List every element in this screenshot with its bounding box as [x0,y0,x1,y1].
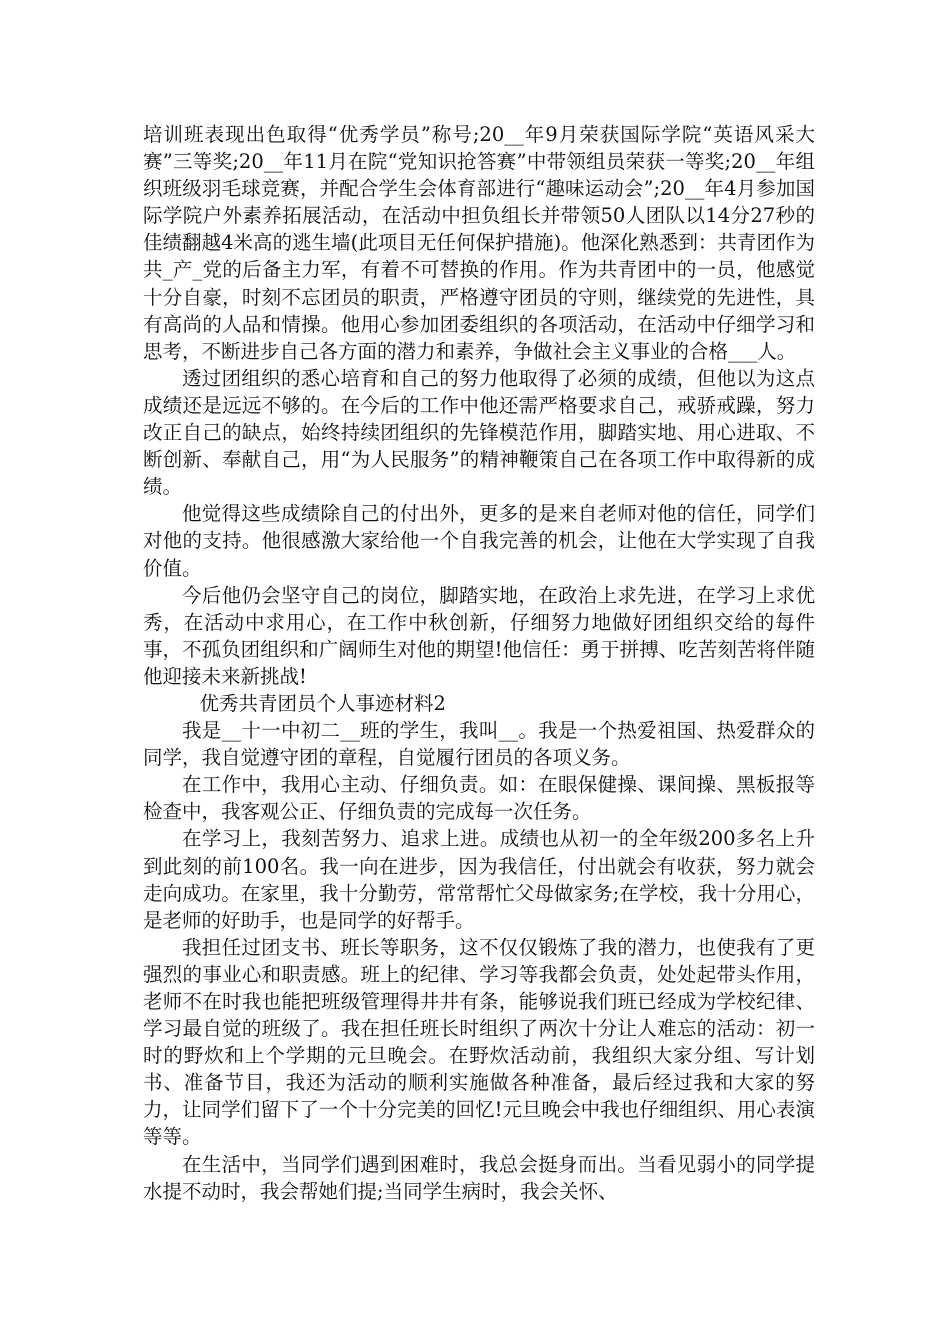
paragraph: 在工作中，我用心主动、仔细负责。如：在眼保健操、课间操、黑板报等检查中，我客观公正、仔细负责的完成每一次任务。 [143,773,815,824]
paragraph: 今后他仍会坚守自己的岗位，脚踏实地，在政治上求先进，在学习上求优秀，在活动中求用心，在工作中秋创新，仔细努力地做好团组织交给的每件事，不孤负团组织和广阔师生对他的期望!他信任：勇于拼搏、吃苦刻苦将伴随他迎接未来新挑战! [143,583,815,688]
paragraph: 在生活中，当同学们遇到困难时，我总会挺身而出。当看见弱小的同学提水提不动时，我会帮她们提;当同学生病时，我会关怀、 [143,1152,815,1203]
section-title: 优秀共青团员个人事迹材料2 [199,691,446,715]
paragraph: 透过团组织的悉心培育和自己的努力他取得了必须的成绩，但他以为这点成绩还是远远不够的。在今后的工作中他还需严格要求自己，戒骄戒躁，努力改正自己的缺点，始终持续团组织的先锋模范作用，脚踏实地、用心进取、不断创新、奉献自己，用“为人民服务”的精神鞭策自己在各项工作中取得新的成绩。 [143,366,815,499]
paragraph-continuation: 培训班表现出色取得“优秀学员”称号;20__年9月荣获国际学院“英语风采大赛”三等奖;20__年11月在院“党知识抢答赛”中带领组员荣获一等奖;20__年组织班级羽毛球竞赛，并配合学生会体育部进行“趣味运动会”;20__年4月参加国际学院户外素养拓展活动，在活动中担负组长并带领50人团队以14分27秒的佳绩翻越4米高的逃生墙(此项目无任何保护措施)。他深化熟悉到：共青团作为共_产_党的后备主力军，有着不可替换的作用。作为共青团中的一员，他感觉十分自豪，时刻不忘团员的职责，严格遵守团员的守则，继续党的先进性，具有高尚的人品和情操。他用心参加团委组织的各项活动，在活动中仔细学习和思考，不断进步自己各方面的潜力和素养，争做社会主义事业的合格___人。 [143,123,815,363]
paragraph: 他觉得这些成绩除自己的付出外，更多的是来自老师对他的信任，同学们对他的支持。他很感激大家给他一个自我完善的机会，让他在大学实现了自我价值。 [143,502,815,580]
paragraph: 我是__十一中初二__班的学生，我叫__。我是一个热爱祖国、热爱群众的同学，我自觉遵守团的章程，自觉履行团员的各项义务。 [143,719,815,770]
paragraph: 在学习上，我刻苦努力、追求上进。成绩也从初一的全年级200多名上升到此刻的前100名。我一向在进步，因为我信任，付出就会有收获，努力就会走向成功。在家里，我十分勤劳，常常帮忙父母做家务;在学校，我十分用心，是老师的好助手，也是同学的好帮手。 [143,827,815,932]
paragraph: 我担任过团支书、班长等职务，这不仅仅锻炼了我的潜力，也使我有了更强烈的事业心和职责感。班上的纪律、学习等我都会负责，处处起带头作用，老师不在时我也能把班级管理得井井有条，能够说我们班已经成为学校纪律、学习最自觉的班级了。我在担任班长时组织了两次十分让人难忘的活动：初一时的野炊和上个学期的元旦晚会。在野炊活动前，我组织大家分组、写计划书、准备节目，我还为活动的顺利实施做各种准备，最后经过我和大家的努力，让同学们留下了一个十分完美的回忆!元旦晚会中我也仔细组织、用心表演等等。 [143,935,815,1149]
document-body [143,121,815,1205]
